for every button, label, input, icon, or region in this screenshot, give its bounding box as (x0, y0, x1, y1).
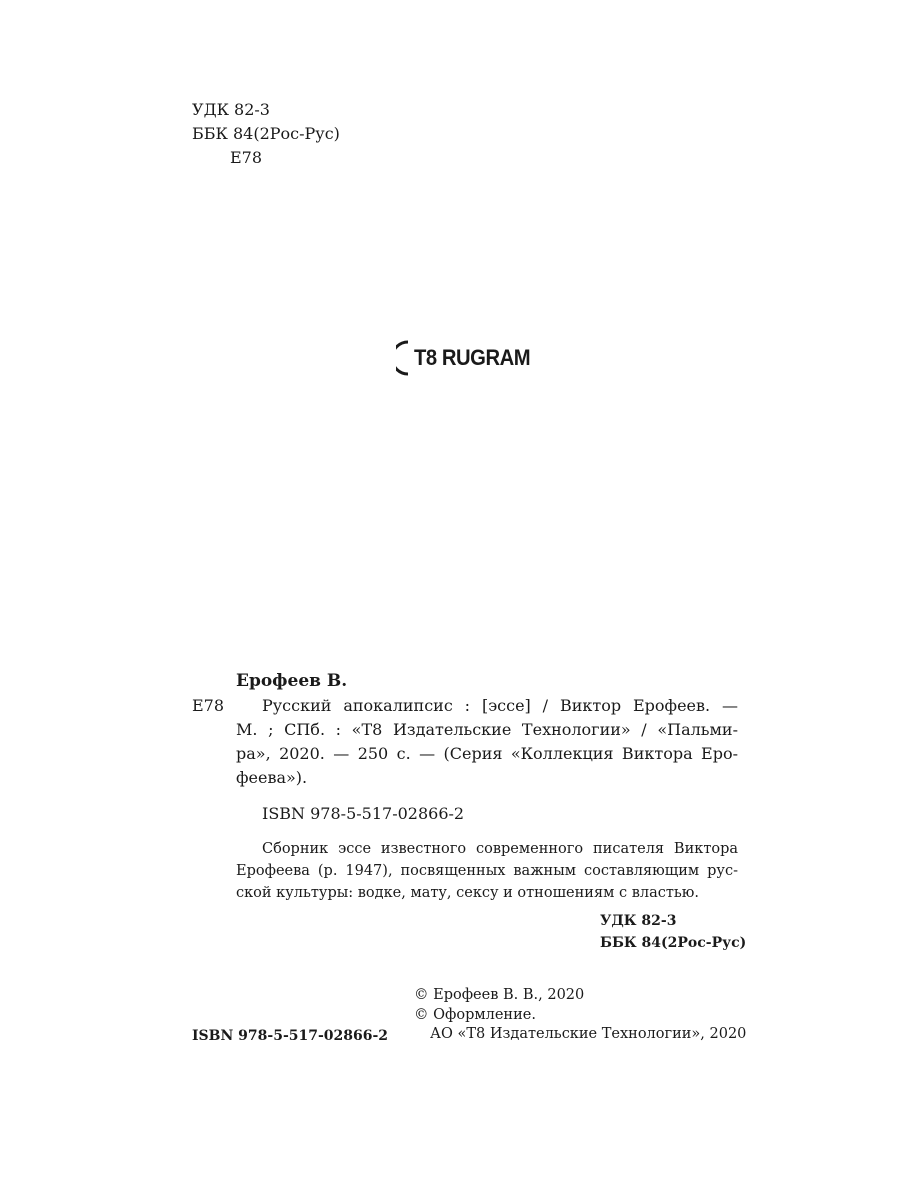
copyright-line: © Ерофеев В. В., 2020 (414, 987, 585, 1003)
card-bbk: ББК 84(2Рос-Рус) (600, 935, 747, 951)
card-isbn: ISBN 978-5-517-02866-2 (262, 804, 465, 823)
top-classification (192, 98, 340, 170)
copyright-block (414, 986, 746, 1045)
publisher-logo (396, 340, 540, 376)
entry-line: Русский апокалипсис : [эссе] / Виктор Ерофеев. — (262, 696, 738, 715)
card-udk: УДК 82-3 (600, 913, 677, 929)
card-classification (600, 910, 746, 954)
t8-ring-icon (396, 340, 410, 376)
annotation-line: ской культуры: водке, мату, сексу и отношениям с властью. (236, 885, 700, 901)
bbk-code: ББК 84(2Рос-Рус) (192, 124, 340, 143)
bibliographic-entry (236, 694, 738, 790)
card-author-sign: Е78 (192, 696, 225, 715)
logo-text: T8 RUGRAM (414, 345, 531, 370)
copyright-line: © Оформление. (414, 1006, 536, 1023)
card-author: Ерофеев В. (236, 671, 348, 691)
annotation-line: Ерофеева (р. 1947), посвященных важным составляющим рус- (236, 863, 738, 879)
author-sign: Е78 (230, 148, 263, 167)
udk-code: УДК 82-3 (192, 100, 270, 119)
entry-line: ра», 2020. — 250 с. — (Серия «Коллекция Виктора Еро- (236, 744, 738, 763)
footer-isbn: ISBN 978-5-517-02866-2 (192, 1028, 389, 1044)
entry-line: феева»). (236, 768, 308, 787)
annotation-line: Сборник эссе известного современного писателя Виктора (262, 841, 738, 857)
annotation (236, 838, 738, 904)
entry-line: М. ; СПб. : «Т8 Издательские Технологии» / «Пальми- (236, 720, 738, 739)
copyright-line: АО «Т8 Издательские Технологии», 2020 (430, 1026, 747, 1042)
